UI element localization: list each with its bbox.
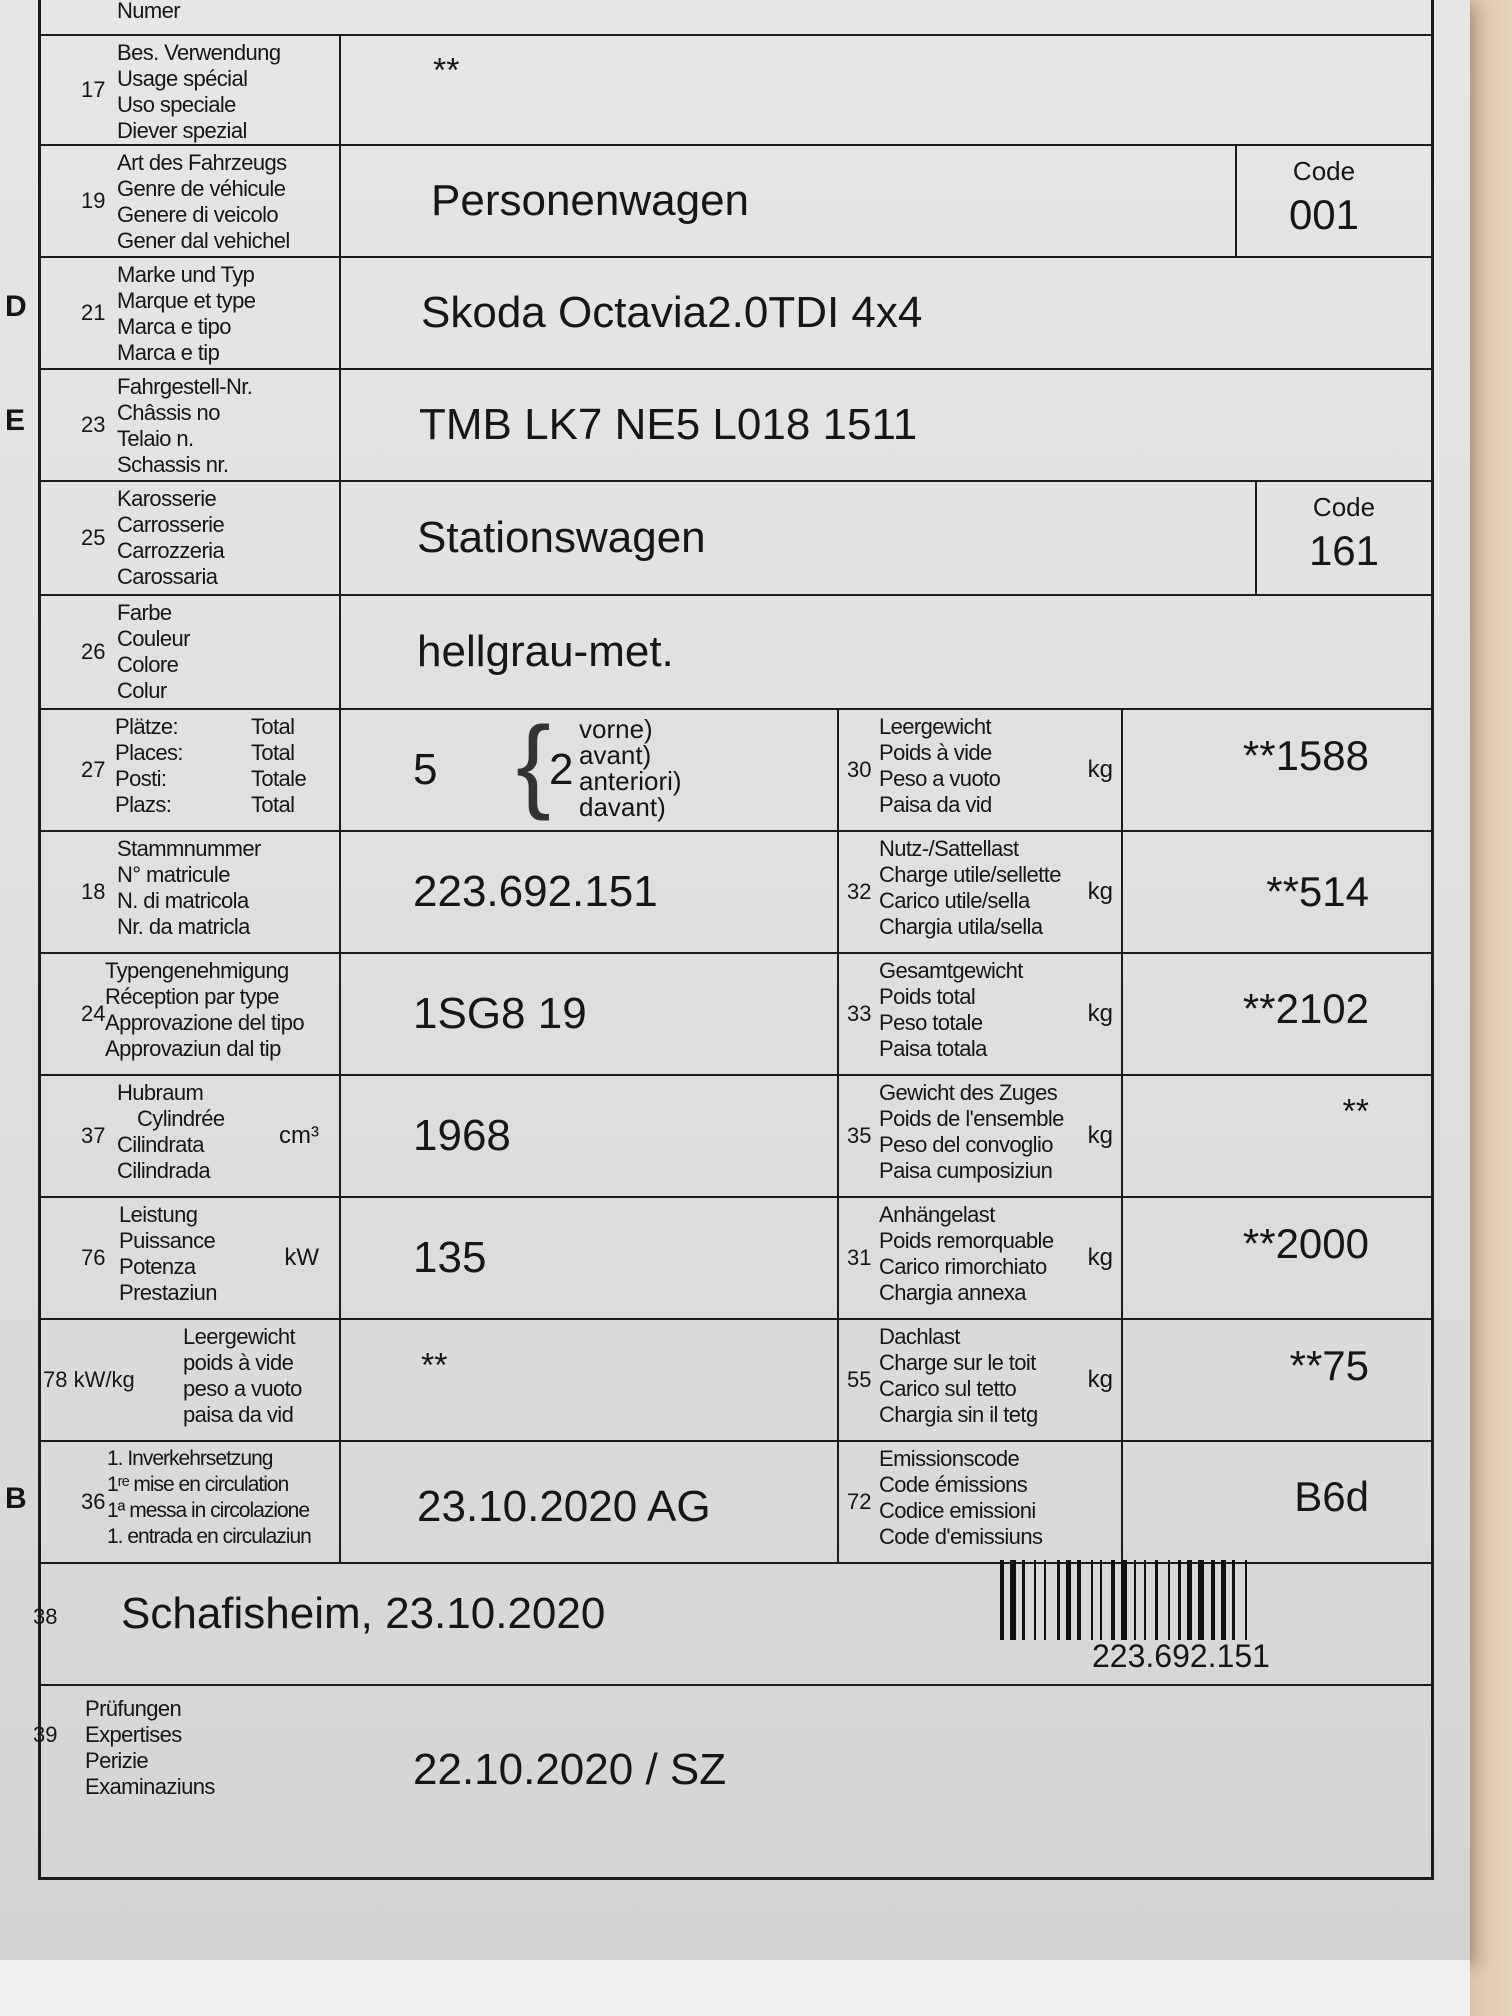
right-label-cell [839,954,1123,1074]
right-value-cell [1123,832,1431,952]
label-de: Art des Fahrzeugs [117,150,287,175]
power-value: 135 [413,1233,487,1282]
label-it: Potenza [119,1254,196,1279]
field-number: 38 [33,1603,58,1629]
label-rm: Nr. da matricla [117,914,250,939]
label-rm: Chargia sin il tetg [879,1402,1038,1427]
barcode-bar [1155,1560,1158,1640]
label-cell [41,1198,341,1318]
total-it: Totale [251,766,307,791]
field-number: 18 [81,879,106,904]
label-rm: Chargia annexa [879,1280,1026,1305]
field-label [117,600,190,704]
label-de: Gewicht des Zuges [879,1080,1058,1105]
label-rm: Diever spezial [117,118,247,143]
label-rm: paisa da vid [183,1402,294,1427]
label-de: Anhängelast [879,1202,995,1227]
label-fr: Genre de véhicule [117,176,286,201]
row-special-use [41,36,1431,146]
unit-label: kg [1087,1000,1113,1027]
field-number: 26 [81,639,106,664]
type-approval-value: 1SG8 19 [413,989,587,1038]
label-it: Carico sul tetto [879,1376,1017,1401]
train-weight-value: ** [1342,1092,1369,1131]
row-color [41,596,1431,710]
label-rm: Plazs: [115,792,172,817]
label-fr: Marque et type [117,288,256,313]
emissions-code-value: B6d [1294,1473,1369,1521]
total-labels [251,714,306,818]
label-cell [41,370,341,480]
label-fr: Cylindrée [137,1106,225,1131]
label-rm: Gener dal vehichel [117,228,290,253]
label-it: Peso totale [879,1010,983,1035]
field-label [879,958,1023,1062]
label-fr: 1ʳᵉ mise en circulation [107,1473,289,1496]
label-de: 1. Inverkehrsetzung [107,1447,273,1470]
field-number: 24 [81,1001,106,1026]
empty-weight-value: **1588 [1242,731,1369,779]
first-registration-cell [341,1442,839,1562]
label-rm: Colur [117,678,167,703]
barcode-bar [1111,1560,1115,1640]
front-de: vorne) [579,714,653,744]
label-cell [41,36,341,144]
label-fr: Places: [115,740,183,765]
label-cell [41,710,341,830]
label-de: Leergewicht [879,714,992,739]
field-label [117,486,224,590]
label-it: Marca e tipo [117,314,231,339]
label-rm: Approvaziun dal tip [105,1036,281,1061]
label-rm: Paisa da vid [879,792,992,817]
right-value-cell [1123,1198,1431,1318]
label-rm: Carossaria [117,564,218,589]
row-seats-empty-weight [41,706,1431,832]
row-displacement-train-weight [41,1076,1431,1198]
label-it: peso a vuoto [183,1376,302,1401]
first-registration-value: 23.10.2020 AG [417,1481,711,1531]
right-label-cell [839,710,1123,830]
field-label [879,1080,1064,1184]
barcode-number: 223.692.151 [1092,1638,1270,1674]
field-label [117,374,252,478]
label-it: N. di matricola [117,888,249,913]
label-rm: Schassis nr. [117,452,229,477]
field-number: 17 [81,77,106,102]
label-cell [41,482,341,594]
section-letter-d: D [5,290,27,323]
field-number: 31 [847,1245,872,1270]
vehicle-kind-value: Personenwagen [431,176,750,225]
field-number: 25 [81,525,106,550]
label-fr: Poids de l'ensemble [879,1106,1064,1131]
vehicle-kind-code-box [1235,146,1411,256]
section-letter-b: B [5,1482,27,1515]
barcode-bar [1034,1560,1036,1640]
label-cell [41,1442,341,1562]
label-it: Peso del convoglio [879,1132,1053,1157]
inspections-value: 22.10.2020 / SZ [413,1744,727,1794]
roof-load-value: **75 [1289,1341,1369,1389]
right-label-cell [839,1076,1123,1196]
label-cell [41,146,341,256]
field-label [879,1202,1053,1306]
label-de: Stammnummer [117,836,261,861]
field-label [107,1446,311,1550]
field-number: 30 [847,757,872,782]
row-number-label-cell [41,0,341,34]
front-rm: davant) [579,792,666,822]
label-de: Fahrgestell-Nr. [117,374,253,399]
vehicle-kind-code: 001 [1288,191,1360,238]
field-label [119,1202,217,1306]
label-fr: Poids total [879,984,976,1009]
unit-label: kg [1087,1122,1113,1149]
label-rm: Chargia utila/sella [879,914,1043,939]
register-number-value: 223.692.151 [413,867,658,916]
label-fr: Châssis no [117,400,220,425]
special-use-value: ** [433,51,460,90]
label-rm: Code d'emissiuns [879,1524,1043,1549]
label-cell [41,954,341,1074]
field-number: 21 [81,300,106,325]
section-letter-e: E [5,404,26,437]
brace-symbol: { [516,706,551,822]
unit-label: kg [1087,756,1113,783]
label-de: Karosserie [117,486,217,511]
front-it: anteriori) [579,766,682,796]
barcode-bar [1000,1560,1004,1640]
label-fr: Expertises [85,1722,182,1747]
displacement-value: 1968 [413,1111,511,1160]
label-de: Leistung [119,1202,198,1227]
label-fr: N° matricule [117,862,230,887]
row-first-registration-emissions [5,1442,1431,1564]
field-label [105,958,304,1062]
field-number: 19 [81,188,106,213]
label-fr: Charge utile/sellette [879,862,1061,887]
unit-label: kg [1087,1366,1113,1393]
field-number: 72 [847,1489,872,1514]
barcode-bar [1134,1560,1136,1640]
power-to-weight-value: ** [421,1346,448,1385]
label-it: Telaio n. [117,426,194,451]
field-number: 23 [81,412,106,437]
field-number: 37 [81,1123,106,1148]
label-it: Uso speciale [117,92,236,117]
label-rm: Prestaziun [119,1280,217,1305]
code-label: Code [1312,492,1376,522]
label-fr: Poids à vide [879,740,992,765]
barcode-bar [1178,1560,1181,1640]
chassis-number-value: TMB LK7 NE5 L018 1511 [419,400,918,449]
barcode-bar [1121,1560,1127,1640]
label-de: Farbe [117,600,172,625]
barcode-bar [1077,1560,1081,1640]
color-value: hellgrau-met. [417,627,674,676]
label-fr: Charge sur le toit [879,1350,1036,1375]
row-chassis-number [5,370,1431,482]
barcode-bar [1232,1560,1235,1640]
label-de: Hubraum [117,1080,204,1105]
barcode-bar [1100,1560,1102,1640]
right-label-cell [839,1320,1123,1440]
type-approval-cell [341,954,839,1074]
row-type-approval-total-weight [41,954,1431,1076]
seats-cell [341,706,839,830]
front-fr: avant) [579,740,652,770]
field-number: 55 [847,1367,872,1392]
field-number: 76 [81,1245,106,1270]
barcode-bar [1044,1560,1046,1640]
barcode-bar [1057,1560,1060,1640]
right-value-cell [1123,1076,1431,1196]
row-number-label: Numer [117,0,181,23]
field-number: 27 [81,757,106,782]
label-it: Codice emissioni [879,1498,1036,1523]
label-cell [41,832,341,952]
label-it: Cilindrata [117,1132,204,1157]
barcode-bar [1198,1560,1204,1640]
trailer-load-value: **2000 [1242,1219,1369,1267]
field-label [117,1080,225,1184]
field-number: 33 [847,1001,872,1026]
right-label-cell [839,1198,1123,1318]
label-fr: poids à vide [183,1350,294,1375]
power-to-weight-cell [341,1320,839,1440]
field-label [183,1324,302,1428]
field-label [879,1324,1038,1428]
front-seats-value: 2 [549,745,574,794]
label-de: Plätze: [115,714,179,739]
barcode-bar [1187,1560,1192,1640]
label-it: Carico utile/sella [879,888,1030,913]
barcode-bar [1168,1560,1170,1640]
row-make-type [5,258,1431,370]
field-label [879,1446,1042,1550]
label-de: Bes. Verwendung [117,40,281,65]
label-it: Carrozzeria [117,538,225,563]
unit-label: cm³ [279,1122,319,1149]
label-de: Dachlast [879,1324,960,1349]
barcode-bar [1010,1560,1016,1640]
barcode [1000,1560,1420,1640]
row-number [41,0,1431,36]
label-it: Carico rimorchiato [879,1254,1047,1279]
field-number: 35 [847,1123,872,1148]
row-register-number-payload [41,832,1431,954]
label-cell [41,258,341,368]
code-label: Code [1292,156,1356,186]
barcode-bar [1144,1560,1146,1640]
barcode-bar [1091,1560,1093,1640]
barcode-bar [1022,1560,1025,1640]
displacement-cell [341,1076,839,1196]
row-power-to-weight-roof-load [41,1320,1431,1442]
label-rm: 1. entrada en circulaziun [107,1525,311,1548]
field-label [879,836,1061,940]
label-fr: Puissance [119,1228,216,1253]
label-it: Peso a vuoto [879,766,1001,791]
unit-label: kg [1087,878,1113,905]
field-label [117,150,290,254]
field-label [117,262,255,366]
label-rm: Marca e tip [117,340,220,365]
label-fr: Réception par type [105,984,279,1009]
label-it: Perizie [85,1748,149,1773]
label-de: Prüfungen [85,1696,182,1721]
body-type-code: 161 [1308,527,1380,574]
label-rm: Paisa cumposiziun [879,1158,1053,1183]
front-seats-label [579,716,682,820]
barcode-bar [1066,1560,1071,1640]
label-de: Gesamtgewicht [879,958,1023,983]
right-value-cell [1123,954,1431,1074]
label-rm: Paisa totala [879,1036,987,1061]
label-it: Approvazione del tipo [105,1010,304,1035]
row-vehicle-kind [41,146,1431,258]
label-rm: Examinaziuns [85,1774,215,1799]
row-power-trailer-load [41,1198,1431,1320]
page-margin [0,1960,1470,2016]
payload-value: **514 [1266,868,1369,915]
label-it: Genere di veicolo [117,202,279,227]
label-cell [41,596,341,708]
total-rm: Total [251,792,295,817]
field-label [879,714,1000,818]
field-label [85,1696,215,1800]
right-value-cell [1123,1320,1431,1440]
label-it: Colore [117,652,179,677]
label-rm: Cilindrada [117,1158,211,1183]
register-number-cell [341,832,839,952]
seats-total-value: 5 [413,745,438,794]
power-cell [341,1198,839,1318]
unit-label: kg [1087,1244,1113,1271]
label-fr: Poids remorquable [879,1228,1054,1253]
field-number: 36 [81,1489,106,1514]
field-label [115,714,183,818]
right-value-cell [1123,1442,1431,1562]
label-cell [41,1320,341,1440]
field-number: 32 [847,879,872,904]
right-label-cell [839,1442,1123,1562]
row-inspections [33,1686,1431,1876]
total-fr: Total [251,740,295,765]
field-label [117,836,261,940]
label-de: Typengenehmigung [105,958,289,983]
right-label-cell [839,832,1123,952]
row-body-type [41,482,1431,596]
body-type-value: Stationswagen [417,513,706,562]
field-label [117,40,280,144]
field-number: 39 [33,1722,58,1748]
label-de: Nutz-/Sattellast [879,836,1019,861]
total-de: Total [251,714,295,739]
make-type-value: Skoda Octavia2.0TDI 4x4 [421,288,923,337]
label-de: Emissionscode [879,1446,1020,1471]
label-it: 1ª messa in circolazione [107,1499,310,1522]
unit-label: kW [284,1244,319,1271]
barcode-bar [1221,1560,1226,1640]
label-fr: Code émissions [879,1472,1028,1497]
barcode-bar [1211,1560,1215,1640]
label-it: Posti: [115,766,167,791]
label-de: Marke und Typ [117,262,255,287]
label-fr: Couleur [117,626,190,651]
total-weight-value: **2102 [1242,985,1369,1033]
body-type-code-box [1255,482,1431,594]
barcode-bar [1245,1560,1247,1640]
place-date-value: Schafisheim, 23.10.2020 [121,1589,606,1639]
field-number: 78 kW/kg [43,1367,135,1392]
right-value-cell [1123,710,1431,830]
label-cell [41,1076,341,1196]
label-de: Leergewicht [183,1324,296,1349]
label-fr: Carrosserie [117,512,225,537]
label-fr: Usage spécial [117,66,248,91]
